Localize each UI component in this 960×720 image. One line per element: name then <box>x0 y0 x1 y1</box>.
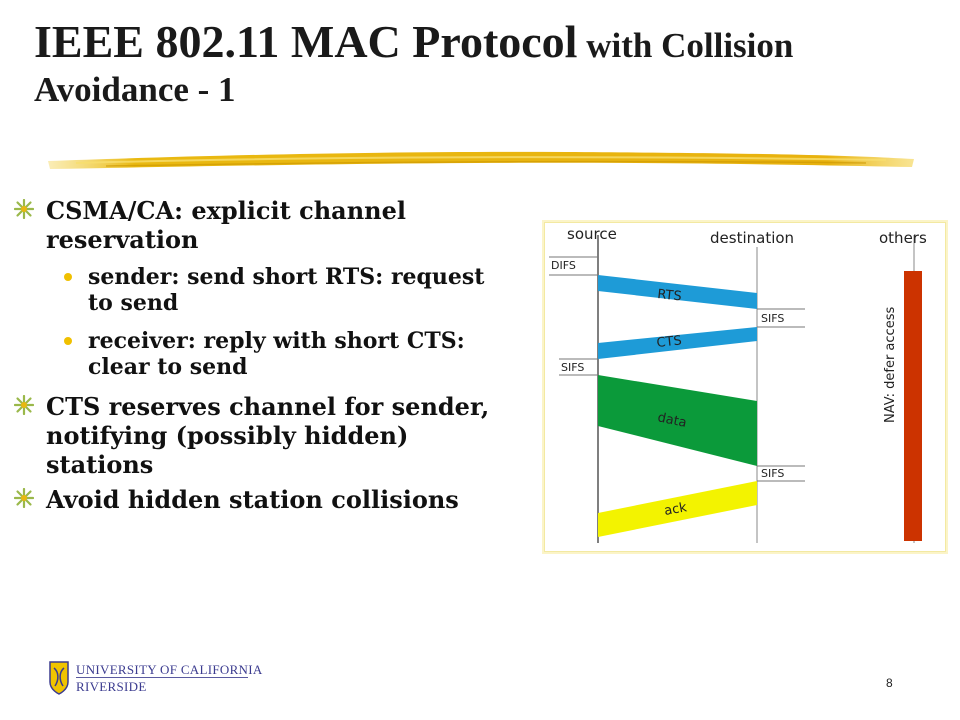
others-label: others <box>879 229 927 247</box>
ucr-shield-icon <box>48 660 70 696</box>
bullet-text: CTS reserves channel for sender, notifying (possibly hidden) stations <box>46 392 490 479</box>
source-label: source <box>567 225 617 243</box>
bullet-item <box>14 392 514 479</box>
title-suffix: with Collision <box>577 26 794 65</box>
bullet-list <box>14 196 514 520</box>
slide-title <box>34 16 934 109</box>
bullet-text: CSMA/CA: explicit channel reservation <box>46 196 406 254</box>
starburst-bullet-icon <box>14 395 34 415</box>
yellow-brush-stroke <box>46 143 916 183</box>
ucr-logo <box>48 660 263 700</box>
dot-bullet-icon <box>64 273 72 281</box>
rts-cts-timing-diagram <box>544 222 946 552</box>
sub-bullet-text: receiver: reply with short CTS: clear to send <box>88 328 465 380</box>
title-line2: Avoidance - 1 <box>34 69 236 109</box>
data-label: data <box>656 410 688 432</box>
cts-label: CTS <box>655 333 683 351</box>
title-main: IEEE 802.11 MAC Protocol <box>34 16 578 67</box>
page-number: 8 <box>886 676 893 690</box>
sub-bullet-item <box>14 264 514 316</box>
ack-label: ack <box>663 500 689 519</box>
bullet-item <box>14 196 514 254</box>
destination-label: destination <box>710 229 795 247</box>
nav-bar <box>904 271 922 541</box>
logo-line1: UNIVERSITY OF CALIFORNIA <box>76 662 263 677</box>
dot-bullet-icon <box>64 337 72 345</box>
nav-label: NAV: defer access <box>883 306 898 423</box>
sub-bullet-text: sender: send short RTS: request to send <box>88 264 485 316</box>
logo-line2: RIVERSIDE <box>76 679 147 694</box>
bullet-text: Avoid hidden station collisions <box>46 485 459 514</box>
sifs-label: SIFS <box>561 361 585 374</box>
sifs-label: SIFS <box>761 312 785 325</box>
difs-label: DIFS <box>551 259 576 272</box>
rts-label: RTS <box>656 287 683 305</box>
bullet-item <box>14 485 514 514</box>
sub-bullet-item <box>14 328 514 380</box>
starburst-bullet-icon <box>14 199 34 219</box>
sifs-label: SIFS <box>761 467 785 480</box>
starburst-bullet-icon <box>14 488 34 508</box>
logo-divider <box>76 677 248 678</box>
